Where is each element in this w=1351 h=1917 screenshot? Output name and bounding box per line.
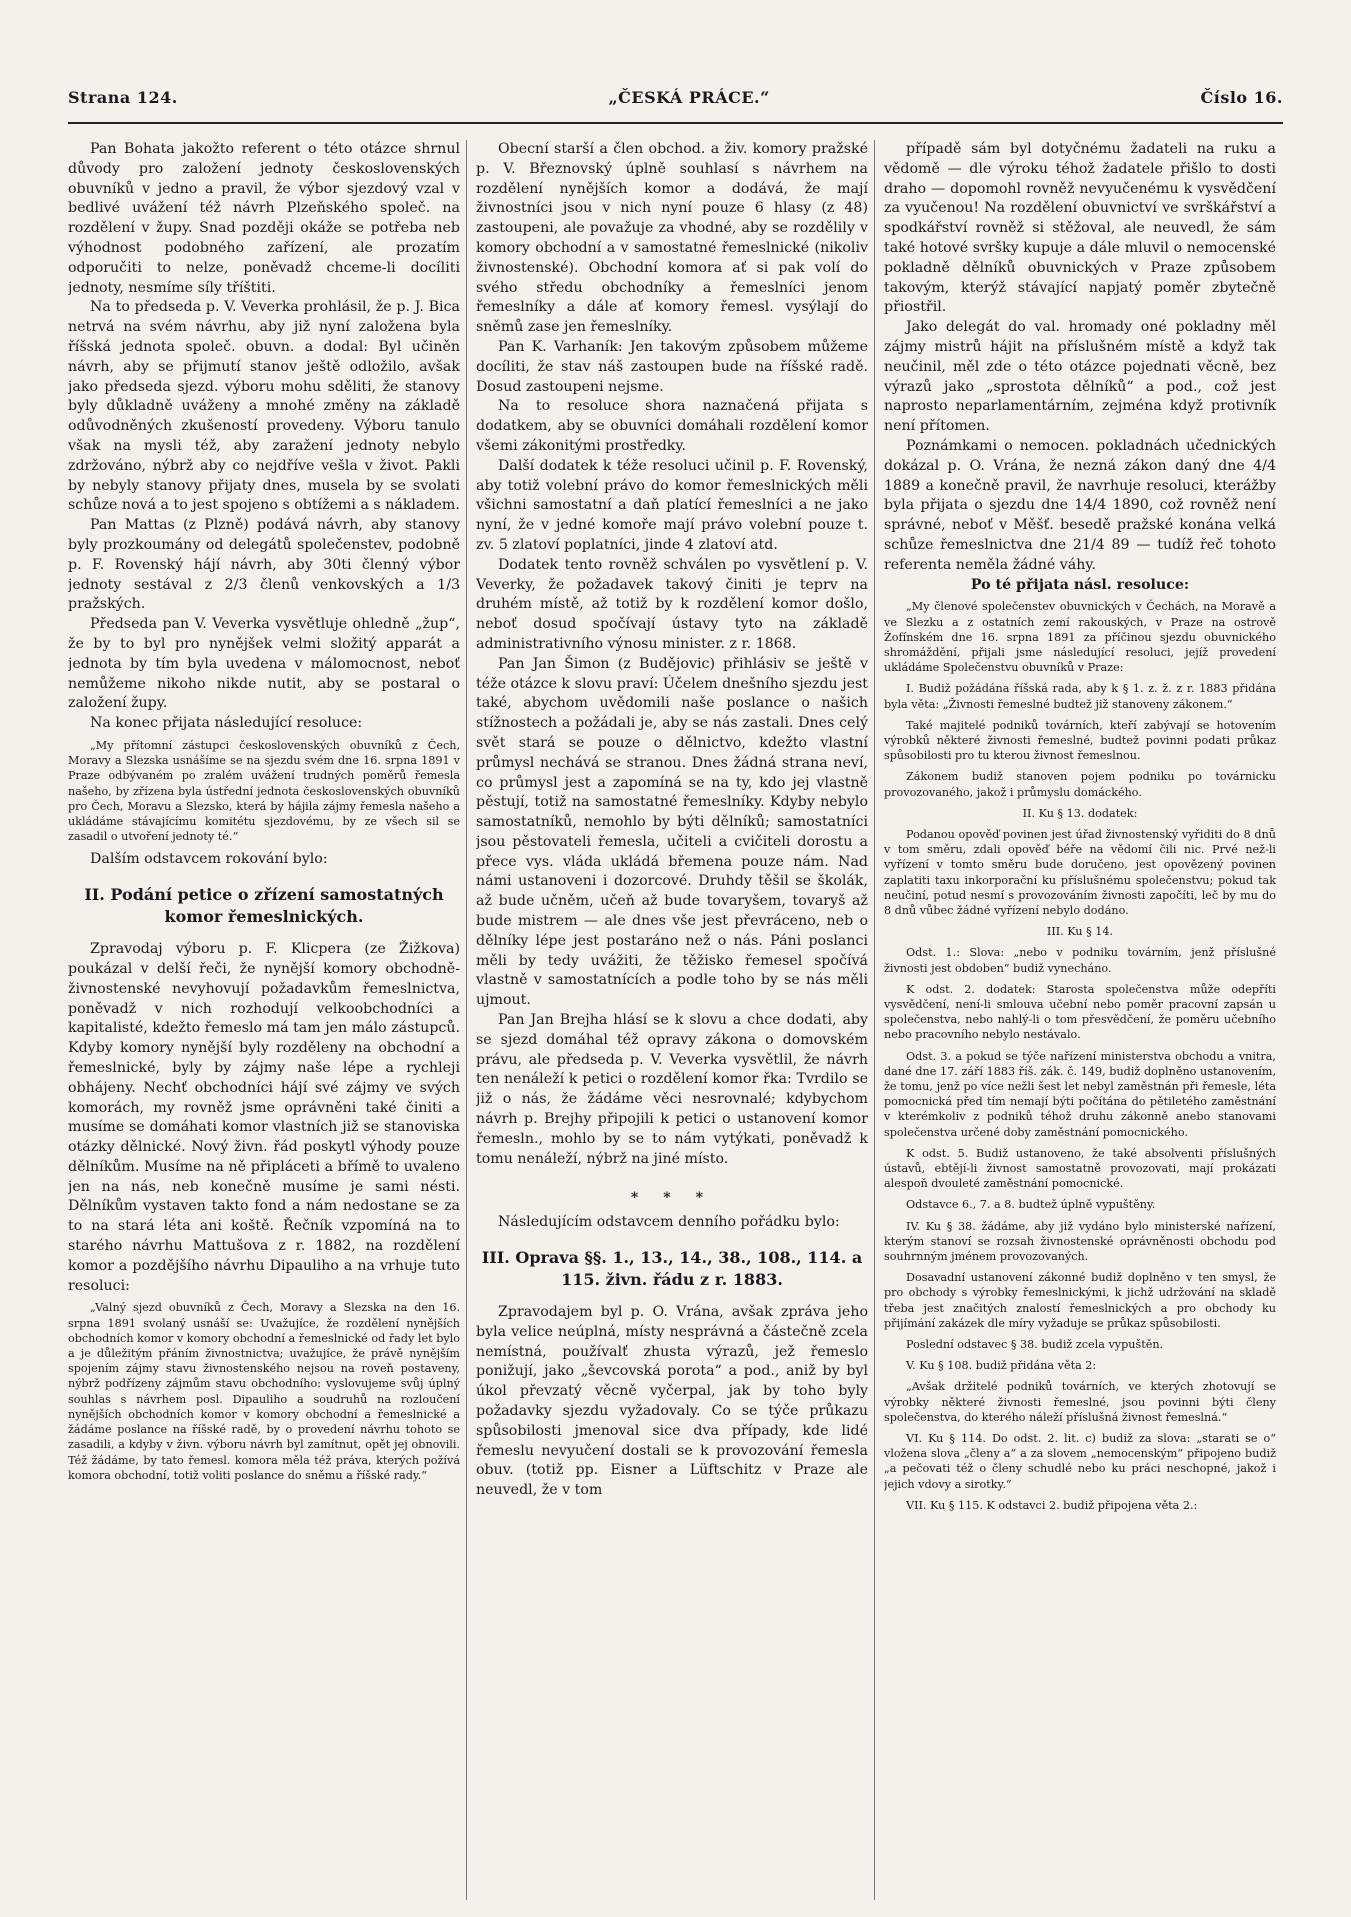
paragraph: Předseda pan V. Veverka vysvětluje ohledně „žup“, že by to byl pro nynějšek velmi složitý apparát a jednota by tím byla uvedena v málomocnost, neboť nemůžeme nikoho nikde nutit, aby se postaral o založení župy. [68,616,460,712]
resolution-item: III. Ku § 14. [1046,925,1114,939]
section-heading-ii: II. Podání petice o zřízení samostatných komor řemeslnických. [84,885,444,927]
paragraph: Na to předseda p. V. Veverka prohlásil, že p. J. Bica netrvá na svém návrhu, aby již nyní založena byla říšská jednota společ. obuvn. a dodal: Byl učiněn návrh, aby se přijmutí stanov ještě odložilo, avšak jako předseda sjezd. výboru mohu sděliti, že stanovy byly důkladně uváženy a mnohé změny na základě odůvodněných zkušeností provedeny. Výboru tanulo však na mysli též, aby zaražení jednoty nebylo zdržováno, nýbrž aby co nejdříve vešla v život. Pakli by nebyly stanovy přijaty dnes, musela by se svolati schůze nová a to jest spojeno s obtížemi a s nákladem. [68,299,460,514]
paragraph: Na to resoluce shora naznačená přijata s dodatkem, aby se obuvníci domáhali rozdělení komor všemi zákonitými prostředky. [476,398,868,454]
resolution-item: K odst. 5. Budiž ustanoveno, že také absolventi příslušných ústavů, ebtějí-li živnost samostatně provozovati, mají prokázati alespoň dvouleté zaměstnání pomocnické. [884,1146,1276,1191]
issue-number: Číslo 16. [1200,88,1283,107]
resolution-item: K odst. 2. dodatek: Starosta společenstva může odepříti vysvědčení, není-li smlouva učební nebo poměr pracovní zapsán u společenstva, nebo nahlý-li o tom přesvědčení, že poměru učebního nebo pracovního nebylo nestávalo. [884,982,1276,1042]
resolution-item: Podanou opověď povinen jest úřad živnostenský vyřiditi do 8 dnů v tom směru, zdali opověď béře na vědomí čili nic. Prvé než-li vyřízení v tomto směru bude doručeno, jest opovězený povinen zaplatiti taxu inkorporační ku příslušnému společenstvu; pokud tak neučiní, potud nesmí s provozováním živnosti započíti, leč by mu do 8 dnů vůbec žádné vyřízení nebylo dodáno. [884,827,1276,917]
paragraph: Jako delegát do val. hromady oné pokladny měl zájmy mistrů hájit na příslušném místě a když tak neučinil, měl zde o této otázce pojednati věcně, bez výrazů jako „sprostota dělníků“ a pod., což jest naprosto neparlamentárním, zejména když protivník není přítomen. [884,319,1276,435]
resolution-item: Také majitelé podniků továrních, kteří zabývají se hotovením výrobků některé živnosti řemeslné, budtež povinni podati průkaz spůsobilosti pro tu kterou živnost řemeslnou. [884,718,1276,763]
page-header [68,88,1283,118]
paragraph: Následujícím odstavcem denního pořádku bylo: [498,1214,840,1231]
journal-title: „ČESKÁ PRÁCE.“ [608,88,770,107]
resolution-item: I. Budiž požádána říšská rada, aby k § 1. z. ž. z r. 1883 přidána byla věta: „Živnosti řemeslné budtež již stanoveny zákonem.“ [884,682,1276,711]
resolution-item: IV. Ku § 38. žádáme, aby již vydáno bylo ministerské nařízení, kterým stanoví se rozsah živnostenské oprávněnosti obchodu pod souhrnným jménem provozovaných. [884,1219,1276,1264]
resolution-item: II. Ku § 13. dodatek: [1022,806,1138,820]
page-number: Strana 124. [68,88,178,107]
paragraph: Pan Mattas (z Plzně) podává návrh, aby stanovy byly prozkoumány od delegátů společenstev, podobně p. F. Rovenský hájí návrh, aby 30ti členný výbor jednoty sestával z 2/3 členů venkovských a 1/3 pražských. [68,517,460,613]
resolution-item: VI. Ku § 114. Do odst. 2. lit. c) budiž za slova: „starati se o“ vložena slova „členy a“ a za slovem „nemocenským“ připojeno budiž „a pečovati též o členy schudlé nebo ku práci neschopné, jakož i jejich vdovy a sirotky.“ [884,1432,1276,1491]
column-1 [68,140,460,1900]
paragraph: případě sám byl dotyčnému žadateli na ruku a vědomě — dle výroku téhož žadatele přišlo to dosti draho — dopomohl rovněž nevyučenému k vysvědčení za vyučenou! Na rozdělení obuvnictví ve svrškářství a spodkářství rovněž si stěžoval, ale neuvedl, že sám také hotové svršky kupuje a dále mluvil o nemocenské pokladně dělníků obuvnických v Praze způsobem takovým, kterýž stávající napjatý poměr zbytečně přiostřil. [884,141,1276,316]
paragraph: Poznámkami o nemocen. pokladnách učednických dokázal p. O. Vrána, že nezná zákon daný dne 4/4 1889 a konečně pravil, že navrhuje resoluci, kterážby byla přijata o sjezdu dne 14/4 1890, což rovněž není správné, neboť v Měšť. besedě pražské konána velká schůze řemeslnictva dne 21/4 89 — tudíž řeč tohoto referenta neměla žádné váhy. [884,437,1276,573]
section-heading-iii: III. Oprava §§. 1., 13., 14., 38., 108., 114. a 115. živn. řádu z r. 1883. [481,1248,863,1290]
paragraph: Pan Jan Šimon (z Budějovic) přihlásiv se ještě v téže otázce k slovu praví: Účelem dnešního sjezdu jest také, abychom uvědomili naše poslance o našich stížnostech a požádali je, aby se nás zastali. Dnes celý svět stará se pouze o dělnictvo, kdežto vlastní průmysl nechává se stranou. Dnes žádná strana neví, co průmysl jest a zapomíná se na ty, kdo jej vlastně pěstují, totiž na samostatné řemeslníky. Kdyby nebylo samostatníků, nemohlo by býti dělníků; samostatníci jsou pěstovateli řemesla, učiteli a cvičiteli dorostu a přece vys. vláda ukládá břemena pouze nám. Nad námi ustanoveni i dozorcové. Druhdy těšil se školák, až bude učněm, učeň až bude tovaryšem, tovaryš až bude mistrem — ale dnes vše jest převráceno, neb o dělníky lépe jest postaráno než o nás. Páni poslanci měli by tedy uvážiti, že těžisko řemesel spočívá vlastně v samostatnících a podle toho by se nás měli ujmout. [476,655,868,1009]
paragraph: Dodatek tento rovněž schválen po vysvětlení p. V. Veverky, že požadavek takový činiti je teprv na druhém místě, až totiž by k rozdělení komor došlo, neboť dosud spočívají ústavy tyto na základě administrativního výnosu minister. z r. 1868. [476,556,868,652]
paragraph: Obecní starší a člen obchod. a živ. komory pražské p. V. Březnovský úplně souhlasí s návrhem na rozdělení nynějších komor a dodává, že mají živnostníci jsou v nich nyní pouze 6 hlasy (z 48) zastoupeni, ale považuje za vhodné, aby se rozdělily v komory obchodní a v samostatné řemeslnické (nikoliv živnostenské). Obchodní komora ať si pak volí do svého středu obchodníky a řemeslníci jenom řemeslníky a dále ať komory řemesl. vysýlají do sněmů zase jen řemeslníky. [476,141,868,336]
paragraph: Pan Jan Brejha hlásí se k slovu a chce dodati, aby se sjezd domáhal též opravy zákona o domovském právu, ale předseda p. V. Veverka vysvětlil, že návrh ten nenáleží k petici o rozdělení komor řka: Tvrdilo se již o nás, že žádáme věci nesrovnalé; kdybychom návrh p. Brejhy připojili k petici o ustanovení komor řemesln., mohlo by se to nám vytýkati, poněvadž k tomu nenáleží, nýbrž na jiné místo. [476,1012,868,1167]
resolution-item: Odst. 1.: Slova: „nebo v podniku továrním, jenž příslušné živnosti jest obdoben“ budiž vynecháno. [884,946,1276,975]
paragraph: Další dodatek k téže resoluci učinil p. F. Rovenský, aby totiž volební právo do komor řemeslnických měli všichni samostatní a daň platící řemeslníci a ne jako nyní, že v jedné komoře mají právo volební pouze t. zv. 5 zlatoví poplatníci, jinde 4 zlatoví atd. [476,457,868,553]
paragraph: Pan Bohata jakožto referent o této otázce shrnul důvody pro založení jednoty československých obuvníků v jedno a pravil, že výbor sjezdový vzal v bedlivé uvážení též návrh Plzeňského společ. na rozdělení v župy. Snad později okáže se potřeba neb výhodnost podobného zařízení, ale prozatím odporučiti to nelze, poněvadž chceme-li docíliti jednoty, nesmíme síly tříštiti. [68,141,460,296]
paragraph: Zpravodaj výboru p. F. Klicpera (ze Žižkova) poukázal v delší řeči, že nynější komory obchodně-živnostenské nevyhovují požadavkům řemeslnictva, poněvadž v nich rozhodují velkoobchodníci a kapitalisté, kdežto řemeslo má tam jen málo zástupců. Kdyby komory nynější byly rozděleny na obchodní a řemeslnické, byly by zájmy naše lépe a rychleji obhájeny. Nechť obchodníci hájí své zájmy ve svých komorách, my rovněž jsme oprávněni také činiti a musíme se domáhati komor vlastních již se stanoviska otázky dělnické. Nový živn. řád poskytl výhody pouze dělníkům. Musíme na ně připláceti a břímě to uvaleno jen na nás, neb konečně musíme je sami nésti. Dělníkům vystaven takto fond a nám nedostane se za to na stará léta ani koště. Řečník vzpomíná na to starého návrhu Mattušova z r. 1882, na rozdělení komor a pozdějšího návrhu Dipauliho a na vrhuje tuto resoluci: [68,941,460,1294]
column-3 [884,140,1276,1900]
paragraph: Pan K. Varhaník: Jen takovým způsobem můžeme docíliti, že stav náš zastoupen bude na říšské radě. Dosud zastoupeni nejsme. [476,338,868,395]
resolution-item: Zákonem budiž stanoven pojem podniku po továrnicku provozovaného, jakož i průmyslu domáckého. [884,770,1276,799]
resolution-intro: Po té přijata násl. resoluce: [970,576,1190,593]
resolution-text: „My přítomní zástupci československých obuvníků z Čech, Moravy a Slezska usnášíme se na sjezdu svém dne 16. srpna 1891 v Praze odbývaném po zralém uvážení trudných poměrů řemesla našeho, by zřízena byla ústřední jednota československých obuvníků pro Čech, Moravu a Slezsko, která by hájila zájmy řemesla našeho a ukládáme stávajícímu komitétu sjezdovému, by ze všech sil se zasadil o utvoření jednoty té.“ [68,738,460,844]
paragraph: Na konec přijata následující resoluce: [90,715,363,732]
column-2 [476,140,868,1900]
resolution-item: VII. Ku § 115. K odstavci 2. budiž připojena věta 2.: [906,1498,1198,1512]
resolution-item: Dosavadní ustanovení zákonné budiž doplněno v ten smysl, že pro obchody s výrobky řemeslnickými, k jichž udržování na skladě třeba jest značitých znalostí řemeslnických a pro obchody ku přijímání zakázek dle míry vyžaduje se průkaz spůsobilosti. [884,1271,1276,1330]
resolution-item: „Avšak držitelé podniků továrních, ve kterých zhotovují se výrobky některé živnosti řemeslné, jsou povinni býti členy společenstva, do kterého náleží příslušná živnost řemeslná.“ [884,1380,1276,1424]
resolution-text: „Valný sjezd obuvníků z Čech, Moravy a Slezska na den 16. srpna 1891 svolaný usnáší se: Uvažujíce, že rozdělení nynějších obchodních komor v komory obchodní a řemeslnické od řady let bylo a je důležitým přáním živnostnictva; uvažujíce, že právě nynějším spojením zájmy stavu živnostenského nejsou na roveň postaveny, nýbrž podřízeny zájmům stavu obchodního: vyslovujeme svůj úplný souhlas s návrhem posl. Dipauliho a soudruhů na rozloučení nynějších obchodních komor v komory obchodní a řemeslnické a žádáme poslance na říšské radě, by o provedení návrhu tohoto se zasadili, a kdyby v živn. výboru návrh byl zamítnut, opět jej obnovili. Též žádáme, by tato řemesl. komora měla též práva, kterých požívá komora obchodní, totiž voliti poslance do sněmu a říšské rady.“ [68,1301,460,1482]
resolution-item: V. Ku § 108. budiž přidána věta 2: [906,1359,1097,1373]
paragraph: Zpravodajem byl p. O. Vrána, avšak zpráva jeho byla velice neúplná, místy nesprávná a částečně zcela nemístná, používalť zhusta výrazů, jež řemeslo ponižují, jako „ševcovská porota“ a pod., aniž by byl úkol převzatý věcně vyčerpal, jak by toho byly požadavky sjezdu vyžadovaly. Co se týče průkazu spůsobilosti jmenoval sice dva případy, kde lidé řemeslu nevyučení dostali se k provozování řemesla obuv. (totiž pp. Eisner a Lüftschitz v Praze ale neuvedl, že v tom [476,1304,868,1499]
column-divider-2 [874,140,875,1900]
header-rule [68,122,1283,124]
resolution-item: Odstavce 6., 7. a 8. budtež úplně vypuštěny. [906,1198,1156,1212]
resolution-item: Poslední odstavec § 38. budiž zcela vypuštěn. [906,1338,1164,1352]
column-divider-1 [466,140,467,1900]
section-separator: * * * [630,1190,714,1207]
paragraph: Dalším odstavcem rokování bylo: [90,851,328,868]
resolution-text: „My členové společenstev obuvnických v Čechách, na Moravě a ve Slezku a z ostatních zemí rakouských, v Praze na ostrově Žofínském dne 16. srpna 1891 za příčinou sjezdu obuvnického shromáždění, přijali jsme následující resoluci, jejíž provedení ukládáme Společenstvu obuvníků v Praze: [884,600,1276,675]
resolution-item: Odst. 3. a pokud se týče nařízení ministerstva obchodu a vnitra, dané dne 17. září 1883 říš. zák. č. 149, budiž doplněno ustanovením, že tomu, jenž po více nežli šest let nebyl zaměstnán při řemesle, léta pomocnická před tím nemají býti počítána do pětiletého zaměstnání v kterémkoliv z podniků téhož druhu zákonně anebo stanovami společenstva určené doby zaměstnání pomocnického. [884,1049,1276,1139]
